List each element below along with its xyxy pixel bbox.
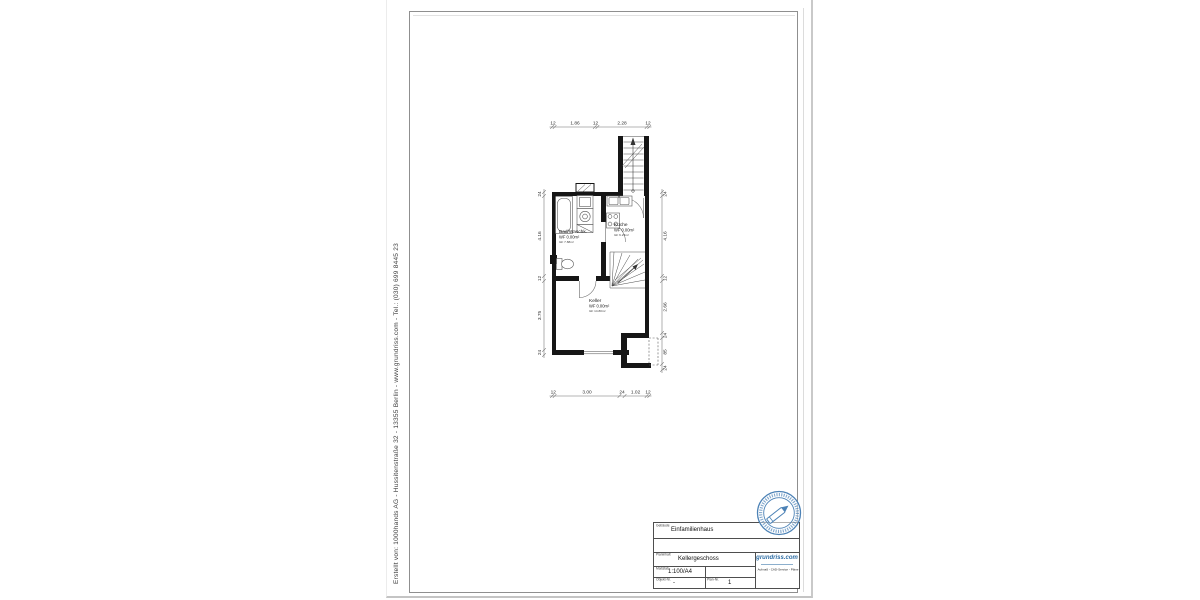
- room-gf: GF 6.25m²: [614, 233, 629, 237]
- floor-plan-drawing: [521, 112, 686, 407]
- dim-label: 12: [592, 121, 599, 127]
- room-label-kueche: [614, 222, 635, 237]
- light-shaft-dashed: [649, 338, 658, 365]
- dim-label: 24: [538, 191, 543, 197]
- dim-label: 2.66: [663, 302, 669, 312]
- kitchen-sink-counter: [607, 196, 632, 206]
- toilet: [557, 259, 574, 270]
- room-wf: WF 0.00m²: [559, 234, 580, 240]
- gebaeude-label: Gebäude: [656, 524, 670, 528]
- dim-label: 85: [663, 349, 669, 355]
- certification-stamp-icon: [755, 489, 803, 537]
- dim-label: 12: [550, 121, 556, 127]
- gebaeude-value: Einfamilienhaus: [671, 527, 714, 533]
- scan-ghost-line-horizontal: [413, 15, 795, 16]
- room-wf: WF 0.00m²: [589, 303, 610, 309]
- objekt-nr-value: -: [673, 580, 675, 586]
- room-name: Küche: [614, 223, 628, 228]
- dimension-chain-top: [550, 121, 652, 129]
- dim-label: 24: [663, 365, 669, 371]
- bathtub: [556, 197, 573, 234]
- dim-label: 12: [663, 275, 669, 282]
- dim-label: 24: [663, 332, 669, 339]
- titleblock-divider: [705, 566, 706, 588]
- dim-label: 12: [550, 390, 556, 396]
- dim-label: 1.86: [570, 121, 580, 127]
- dim-label: 3.75: [538, 310, 543, 321]
- plan-nr-value: 1: [728, 580, 732, 586]
- logo-tagline-line: [761, 564, 793, 565]
- dim-label: 12: [645, 121, 651, 127]
- massstab-label: Maßstab: [656, 567, 669, 571]
- upper-staircase: [622, 137, 644, 193]
- planinhalt-label: Planinhalt: [656, 553, 671, 557]
- room-wf: WF 0.00m²: [614, 227, 635, 233]
- basement-window: [584, 350, 613, 355]
- room-label-keller: [589, 298, 610, 313]
- dim-label: 24: [538, 349, 543, 356]
- dim-label: 3.00: [582, 390, 592, 396]
- chimney-block: [576, 184, 594, 193]
- dim-label: 24: [619, 390, 625, 396]
- dim-label: 12: [645, 390, 651, 396]
- logo-services-text: Aufmaß - CAD-Service - Pläne: [757, 568, 799, 572]
- dimension-chain-left: [537, 189, 546, 358]
- door-bad-keller: [580, 281, 597, 298]
- grundriss-logo: grundriss.com: [756, 555, 798, 561]
- room-name: Keller: [589, 299, 602, 304]
- massstab-value: 1:100/A4: [668, 568, 693, 575]
- dimension-chain-right: [660, 189, 668, 373]
- dimension-chain-bottom: [550, 390, 652, 398]
- room-label-bad: [559, 229, 587, 244]
- dim-label: 2.28: [617, 121, 627, 127]
- dim-label: 4.16: [663, 231, 669, 241]
- titleblock-divider: [654, 538, 799, 539]
- objekt-nr-label: Objekt-Nr.: [656, 578, 671, 582]
- scan-ghost-line-vertical: [803, 8, 804, 592]
- dim-label: 12: [538, 275, 543, 282]
- washing-machine-unit: [577, 196, 593, 233]
- plan-nr-label: Plan-Nr.: [707, 578, 719, 582]
- dim-label: 24: [663, 191, 669, 197]
- titleblock-divider: [654, 552, 799, 553]
- lower-staircase: [610, 252, 645, 288]
- dim-label: 1.02: [630, 390, 641, 396]
- room-gf: GF 7.88m²: [559, 240, 574, 244]
- planinhalt-value: Kellergeschoss: [678, 556, 719, 562]
- room-gf: GF 14.80m²: [589, 309, 606, 313]
- dim-label: 4.16: [538, 231, 543, 241]
- creator-address-line: Erstellt von: 1000hands AG - Hussitenstraße 32 - 13355 Berlin - www.grundriss.com - Tel.: (030) 699 8445 23: [393, 243, 400, 584]
- a4-page: [386, 0, 813, 598]
- room-name: Bad/Waschk.: [559, 230, 588, 235]
